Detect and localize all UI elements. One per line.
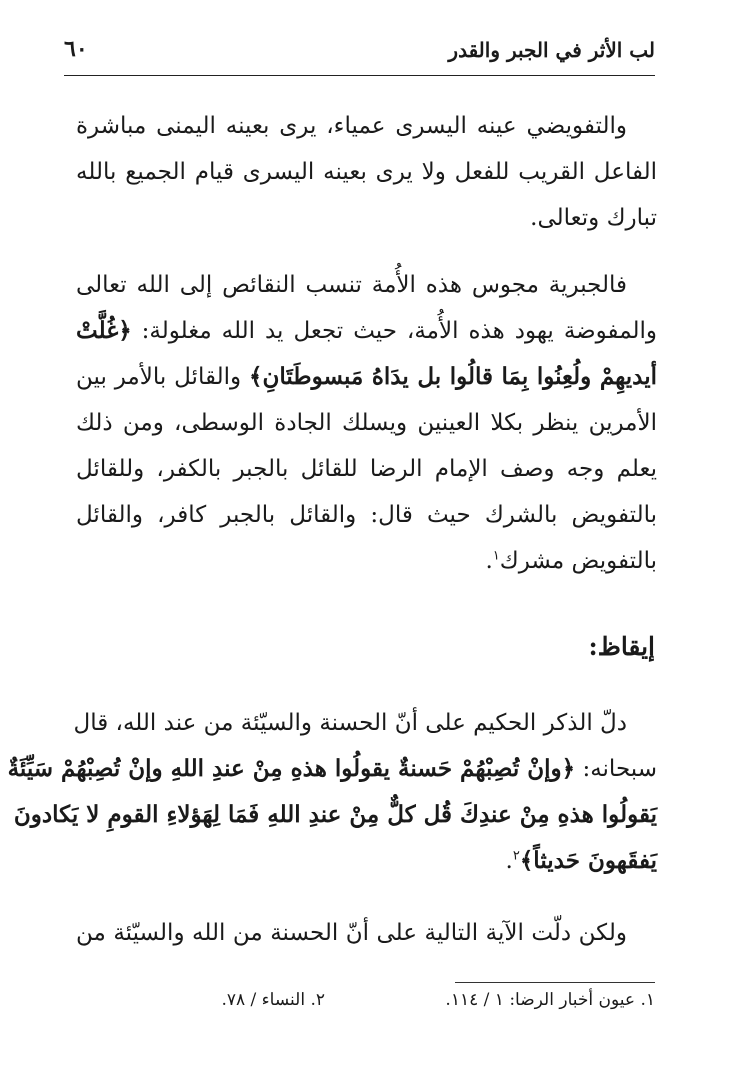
quran-quote: ﴿غُلَّتْ	[76, 317, 132, 344]
quran-quote: ﴿وإنْ تُصِبْهُمْ حَسنةٌ يقولُوا هذهِ مِنْ عندِ اللهِ وإنْ تُصِبْهُمْ سَيِّئَةٌ	[7, 755, 576, 782]
footnote-rule	[455, 982, 655, 983]
text-line	[76, 354, 657, 400]
text-line: الفاعل القريب للفعل ولا يرى بعينه اليسرى قيام الجميع بالله	[76, 159, 657, 185]
text-line: تبارك وتعالى.	[530, 205, 657, 231]
text-segment: والمفوضة يهود هذه الأُمة، حيث تجعل يد الله مغلولة:	[131, 318, 657, 344]
text-line: فالجبرية مجوس هذه الأُمة تنسب النقائص إلى الله تعالى	[76, 272, 627, 298]
paragraph-3	[7, 700, 657, 884]
text-line: دلّ الذكر الحكيم على أنّ الحسنة والسيّئة من عند الله، قال	[73, 710, 627, 736]
footnote-2: ٢. النساء / ٧٨.	[221, 990, 325, 1010]
text-line	[76, 308, 657, 354]
section-heading: إيقاظ:	[588, 632, 655, 661]
text-line: يَفقَهونَ حَديثاً﴾$^٢$.	[505, 847, 657, 874]
footnote-marker: ١	[492, 548, 500, 564]
text-line: بالتفويض مشرك$^١$.	[485, 548, 657, 574]
text-line	[7, 746, 657, 792]
text-line: بالتفويض بالشرك حيث قال: والقائل بالجبر كافر، والقائل	[76, 502, 657, 528]
running-title: لب الأثر في الجبر والقدر	[448, 38, 655, 62]
footnotes	[76, 990, 655, 1020]
quran-quote: يَفقَهونَ حَديثاً﴾	[519, 847, 657, 874]
running-header	[64, 32, 655, 76]
text-segment: سبحانه:	[575, 756, 657, 782]
text-segment: بالتفويض مشرك	[499, 548, 657, 574]
footnote-marker: ٢	[512, 848, 520, 864]
paragraph-1	[76, 103, 657, 241]
text-line	[13, 792, 657, 838]
text-line: يعلم وجه وصف الإمام الرضا للقائل بالجبر بالكفر، وللقائل	[76, 456, 657, 482]
text-line: ولكن دلّت الآية التالية على أنّ الحسنة من الله والسيّئة من	[76, 920, 627, 946]
header-rule	[64, 75, 655, 76]
page-number: ٦٠	[64, 36, 88, 62]
footnote-1: ١. عيون أخبار الرضا: ١ / ١١٤.	[445, 990, 655, 1010]
text-segment: والقائل بالأمر بين	[76, 364, 249, 390]
quran-quote: يَقولُوا هذهِ مِنْ عندِكَ قُل كلٌّ مِنْ عندِ اللهِ فَمَا لِهَؤلاءِ القومِ لا يَكادونَ	[13, 801, 657, 828]
text-line: والتفويضي عينه اليسرى عمياء، يرى بعينه اليمنى مباشرة	[76, 113, 627, 139]
quran-quote: أيديهِمْ ولُعِنُوا بِمَا قالُوا بل يدَاهُ مَبسوطَتَانِ﴾	[248, 363, 657, 390]
paragraph-2	[76, 262, 657, 584]
paragraph-4	[76, 910, 657, 956]
text-line: الأمرين ينظر بكلا العينين ويسلك الجادة الوسطى، ومن ذلك	[76, 410, 657, 436]
